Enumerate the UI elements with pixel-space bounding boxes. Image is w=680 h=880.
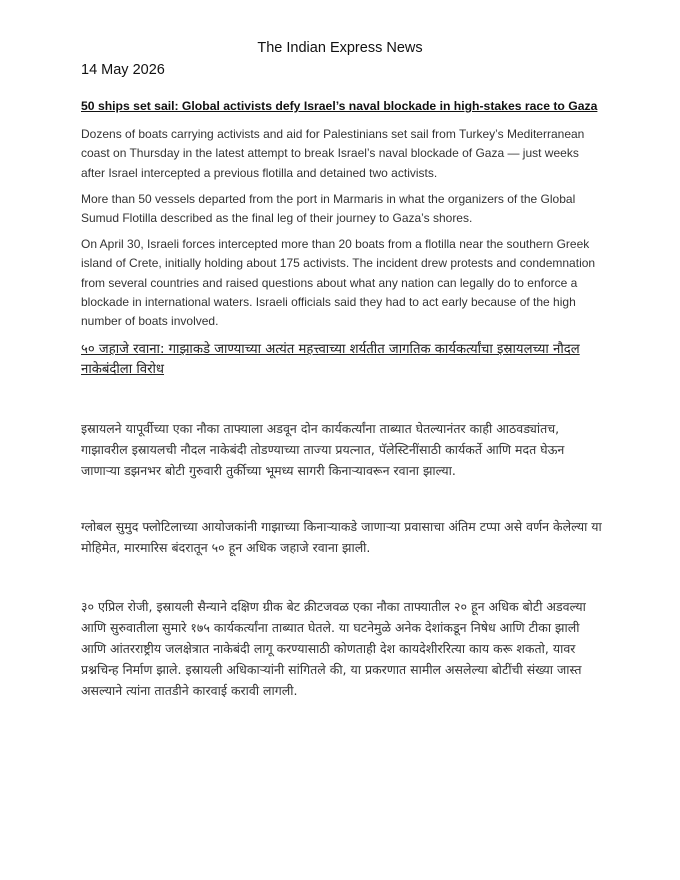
- headline-english: 50 ships set sail: Global activists defy Israel’s naval blockade in high-stakes race to Gaza: [81, 99, 598, 113]
- article-date: 14 May 2026: [81, 62, 165, 78]
- paragraph-english-3: On April 30, Israeli forces intercepted more than 20 boats from a flotilla near the southern Greek island of Crete, initially holding about 175 activists. The incident drew protests and condemnation from several countries and raised questions about what any nation can legally do to enforce a blockade in international waters. Israeli officials said they had to act early because of the high number of boats involved.: [81, 237, 596, 329]
- publication-name: The Indian Express News: [257, 40, 423, 56]
- paragraph-marathi-2: ग्लोबल सुमुद फ्लोटिलाच्या आयोजकांनी गाझाच्या किनाऱ्याकडे जाणाऱ्या प्रवासाचा अंतिम टप्पा असे वर्णन केलेल्या या मोहिमेत, मारमारिस बंदरातून ५० हून अधिक जहाजे रवाना झाली.: [81, 519, 602, 555]
- paragraph-english-2: More than 50 vessels departed from the port in Marmaris in what the organizers of the Global Sumud Flotilla described as the final leg of their journey to Gaza’s shores.: [81, 192, 576, 226]
- paragraph-english-1: Dozens of boats carrying activists and aid for Palestinians set sail from Turkey’s Mediterranean coast on Thursday in the latest attempt to break Israel’s naval blockade of Gaza — just weeks after Israel intercepted a previous flotilla and detained two activists.: [81, 127, 585, 180]
- paragraph-marathi-1: इस्रायलने यापूर्वीच्या एका नौका ताफ्याला अडवून दोन कार्यकर्त्यांना ताब्यात घेतल्यानंतर काही आठवड्यांतच, गाझावरील इस्रायलची नौदल नाकेबंदी तोडण्याच्या ताज्या प्रयत्नात, पॅलेस्टिनींसाठी कार्यकर्ते आणि मदत घेऊन जाणाऱ्या डझनभर बोटी गुरुवारी तुर्कीच्या भूमध्य सागरी किनाऱ्यावरून रवाना झाल्या.: [81, 421, 565, 478]
- headline-marathi: ५० जहाजे रवाना: गाझाकडे जाण्याच्या अत्यंत महत्त्वाच्या शर्यतीत जागतिक कार्यकर्त्यांचा इस्रायलच्या नौदल नाकेबंदीला विरोध: [81, 342, 580, 377]
- paragraph-marathi-3: ३० एप्रिल रोजी, इस्रायली सैन्याने दक्षिण ग्रीक बेट क्रीटजवळ एका नौका ताफ्यातील २० हून अधिक बोटी अडवल्या आणि सुरुवातीला सुमारे १७५ कार्यकर्त्यांना ताब्यात घेतले. या घटनेमुळे अनेक देशांकडून निषेध आणि टीका झाली आणि आंतरराष्ट्रीय जलक्षेत्रात नाकेबंदी लागू करण्यासाठी कोणताही देश कायदेशीररित्या काय करू शकतो, यावर प्रश्नचिन्ह निर्माण झाले. इस्रायली अधिकाऱ्यांनी सांगितले की, या प्रकरणात सामील असलेल्या बोटींची संख्या जास्त असल्याने त्यांना तातडीने कारवाई करावी लागली.: [81, 599, 586, 698]
